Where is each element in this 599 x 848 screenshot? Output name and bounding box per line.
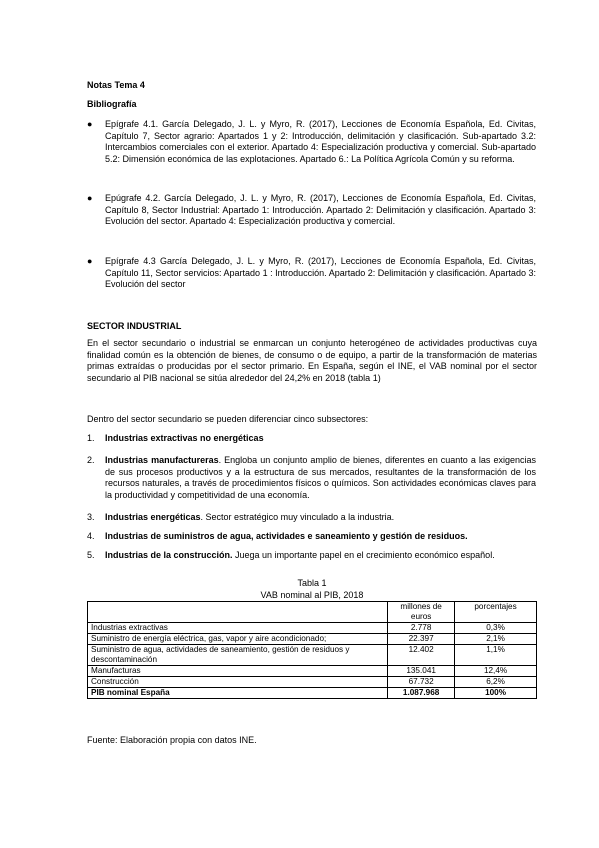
table-row <box>88 634 537 645</box>
bibliography-item: Epígrafe 4.3 García Delegado, J. L. y Myro, R. (2017), Lecciones de Economía Española, Ed. Civitas, Capítulo 11, Sector servicios: Apartado 1 : Introducción. Apartado 2: Delimitación y clasificación. Apartado 3: Evolución del sector <box>105 256 536 289</box>
table-caption-number: Tabla 1 <box>297 578 327 588</box>
table-cell: 1.087.968 <box>388 688 455 699</box>
section-intro: En el sector secundario o industrial se enmarcan un conjunto heterogéneo de actividades productivas cuya finalidad común es la obtención de bienes, de consumo o de equipo, a partir de la transformación de materias primas extraídas o producidas por el sector primario. En España, según el INE, el VAB nominal por el sector secundario al PIB nacional se sitúa alrededor del 24,2% en 2018 (tabla 1) <box>87 338 537 383</box>
bibliography-item: Epúgrafe 4.2. García Delegado, J. L. y Myro, R. (2017), Lecciones de Economía Española, Ed. Civitas, Capítulo 8, Sector Industrial: Apartado 1: Introducción. Apartado 2: Delimitación y clasificación. Apartado 3: Evolución del sector. Apartado 4: Especialización productiva y comercial. <box>105 193 536 226</box>
table-cell: 6,2% <box>455 677 537 688</box>
table-source: Fuente: Elaboración propia con datos INE. <box>87 735 257 745</box>
subsector-item: Industrias de suministros de agua, actividades e saneamiento y gestión de residuos. <box>105 531 468 541</box>
table-header-row <box>88 602 537 623</box>
table-cell: 135.041 <box>388 666 455 677</box>
table-cell: 2,1% <box>455 634 537 645</box>
table-row <box>88 645 537 666</box>
bullet-icon: ● <box>87 256 93 266</box>
list-number: 4. <box>87 531 95 541</box>
table-caption-title: VAB nominal al PIB, 2018 <box>260 590 364 600</box>
subsector-item: Industrias energéticas. Sector estratégico muy vinculado a la industria. <box>105 512 395 522</box>
vab-table <box>87 601 537 699</box>
table-cell: 12,4% <box>455 666 537 677</box>
table-cell: Construcción <box>88 677 388 688</box>
list-number: 1. <box>87 433 95 443</box>
table-cell: 2.778 <box>388 623 455 634</box>
subsector-item: Industrias manufactureras. Engloba un conjunto amplio de bienes, diferentes en cuanto a las exigencias de sus procesos productivos y a la estructura de sus mercados, resultantes de la transformación de los recursos naturales, a través de procedimientos físicos o químicos. Son actividades económicas claves para la productividad y competitividad de una economía. <box>105 455 536 500</box>
table-row <box>88 677 537 688</box>
bibliography-item: Epígrafe 4.1. García Delegado, J. L. y Myro, R. (2017), Lecciones de Economía Española, Ed. Civitas, Capítulo 7, Sector agrario: Apartados 1 y 2: Introducción, delimitación y clasificación. Sub-apartado 3.2: Intercambios comerciales con el exterior. Apartado 4: Especialización productiva y comercial. Sub-apartado 5.2: Dimensión económica de las explotaciones. Apartado 6.: La Política Agrícola Común y su reforma. <box>105 119 536 164</box>
table-row <box>88 666 537 677</box>
bullet-icon: ● <box>87 119 93 129</box>
table-cell: 67.732 <box>388 677 455 688</box>
table-total-row <box>88 688 537 699</box>
subsectors-intro: Dentro del sector secundario se pueden diferenciar cinco subsectores: <box>87 414 369 424</box>
table-cell: Manufacturas <box>88 666 388 677</box>
table-header-cell <box>88 602 388 623</box>
subsector-item: Industrias de la construcción. Juega un importante papel en el crecimiento económico español. <box>105 550 495 560</box>
table-cell: 12.402 <box>388 645 455 666</box>
table-cell: Suministro de agua, actividades de saneamiento, gestión de residuos y descontaminación <box>88 645 388 666</box>
table-row <box>88 623 537 634</box>
table-cell: PIB nominal España <box>88 688 388 699</box>
table-cell: Industrias extractivas <box>88 623 388 634</box>
list-number: 2. <box>87 455 95 465</box>
section-heading: SECTOR INDUSTRIAL <box>87 321 182 331</box>
table-cell: Suministro de energía eléctrica, gas, vapor y aire acondicionado; <box>88 634 388 645</box>
table-cell: 0,3% <box>455 623 537 634</box>
table-cell: 1,1% <box>455 645 537 666</box>
list-number: 3. <box>87 512 95 522</box>
table-cell: 22.397 <box>388 634 455 645</box>
bullet-icon: ● <box>87 193 93 203</box>
table-header-cell: porcentajes <box>455 602 537 623</box>
bibliography-heading: Bibliografía <box>87 99 137 109</box>
subsector-item: Industrias extractivas no energéticas <box>105 433 264 443</box>
table-cell: 100% <box>455 688 537 699</box>
table-header-cell: millones de euros <box>388 602 455 623</box>
list-number: 5. <box>87 550 95 560</box>
notes-title: Notas Tema 4 <box>87 80 145 90</box>
